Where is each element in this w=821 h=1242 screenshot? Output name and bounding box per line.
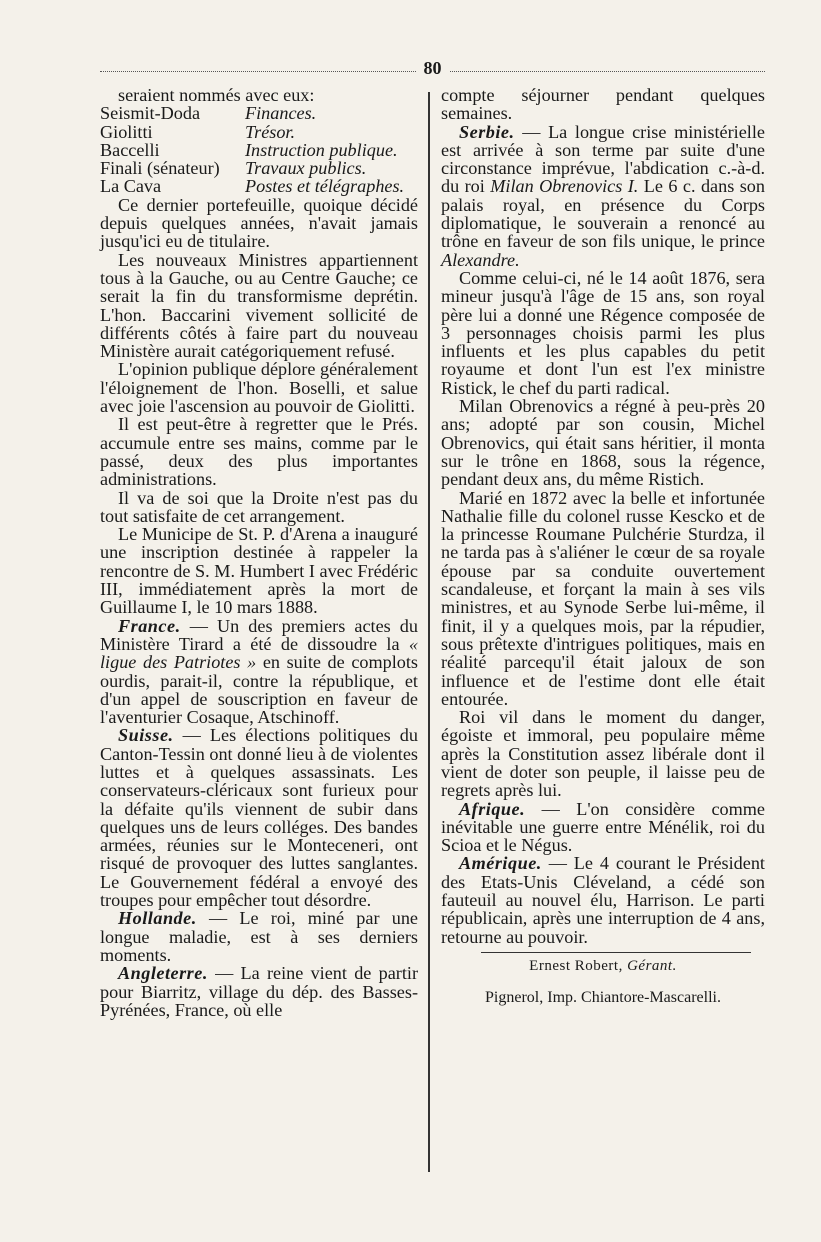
- section-heading: Hollande.: [118, 908, 197, 929]
- table-row: [100, 177, 418, 195]
- minister-post: Instruction publique.: [245, 139, 398, 160]
- table-row: [100, 159, 418, 177]
- signature-role: Gérant.: [627, 957, 677, 974]
- news-item-afrique: [441, 800, 765, 855]
- minister-post: Trésor.: [245, 121, 296, 142]
- paragraph: Il va de soi que la Droite n'est pas du tout satisfaite de cet arrangement.: [100, 487, 418, 526]
- minister-name: Baccelli: [100, 139, 160, 160]
- minister-name: Giolitti: [100, 121, 153, 142]
- signature: Ernest Robert, Gérant.: [529, 957, 677, 974]
- paragraph: Roi vil dans le moment du danger, égoiste et immoral, peu populaire même après la Constitution assez libérale dont il vient de doter son peuple, il laisse peu de regrets après lui.: [441, 707, 765, 801]
- news-text: Le 6 c. dans son palais royal, en présence du Corps diplomatique, le souverain a renoncé au trône en faveur de son fils unique, le prince: [441, 176, 765, 252]
- news-text: — L'on considère comme inévitable une guerre entre Ménélik, roi du Scioa et le Négus.: [441, 798, 765, 856]
- paragraph: Comme celui-ci, né le 14 août 1876, sera mineur jusqu'à l'âge de 15 ans, son royal père lui a donné une Régence composée de 3 personnages choisis parmi les plus influents et les plus capables du petit royaume et dont l'un est l'ex ministre Ristick, le chef du parti radical.: [441, 267, 765, 398]
- news-text: — Le 4 courant le Président des Etats-Unis Cléveland, a cédé son fauteuil au nouvel élu, Harrison. Le parti républicain, après une interruption de 4 ans, retourne au pouvoir.: [441, 853, 765, 947]
- minister-post: Finances.: [245, 103, 317, 124]
- paragraph: L'opinion publique déplore généralement l'éloignement de l'hon. Boselli, et salue avec joie l'ascension au pouvoir de Giolitti.: [100, 359, 418, 417]
- minister-post: Travaux publics.: [245, 158, 367, 179]
- news-item-serbie: [441, 123, 765, 269]
- news-text: — Les élections politiques du Canton-Tessin ont donné lieu à de violentes luttes et à quelques assassinats. Les conservateurs-cléricaux sont furieux pour la défaite qu'ils viennent de subir dans quelques uns de leurs colléges. Des bandes armées, réunies sur le Monteceneri, ont risqué de provoquer des luttes sanglantes. Le Gouvernement fédéral a envoyé des troupes pour empêcher tout désordre.: [100, 725, 418, 911]
- paragraph: Il est peut-être à regretter que le Prés. accumule entre ses mains, comme par le passé, deux des plus importantes administrations.: [100, 414, 418, 490]
- section-heading: Amérique.: [459, 853, 542, 874]
- minister-name: Finali (sénateur): [100, 158, 220, 179]
- paragraph: Marié en 1872 avec la belle et infortunée Nathalie fille du colonel russe Kescko et de la princesse Roumane Pulchérie Sturdza, il ne tarda pas à s'aliéner le cœur de sa royale épouse par sa conduite ouvertement scandaleuse, et forçant la main à ses vils ministres, et au Synode Serbe lui-même, il finit, il y a quelques mois, par la répudier, sous prêtexte d'intrigues politiques, mais en réalité parcequ'il était jaloux de son influence et de l'estime dont elle était entourée.: [441, 487, 765, 709]
- left-column: [100, 86, 418, 1019]
- signature-rule: [481, 952, 751, 953]
- news-text-italic: « ligue des Patriotes »: [100, 633, 418, 673]
- news-text: — Le roi, miné par une longue maladie, est à ses derniers moments.: [100, 908, 418, 965]
- right-column: [441, 86, 765, 1008]
- table-row: [100, 141, 418, 159]
- news-item-amerique: [441, 854, 765, 945]
- paragraph: Ce dernier portefeuille, quoique décidé depuis quelques années, n'avait jamais jusqu'ici eu de titulaire.: [100, 194, 418, 252]
- header-rule-right: [450, 71, 766, 72]
- news-text-italic: Milan Obrenovics I.: [490, 176, 639, 197]
- section-heading: Angleterre.: [118, 963, 208, 984]
- table-row: [100, 123, 418, 141]
- news-item-hollande: [100, 909, 418, 964]
- paragraph: Le Municipe de St. P. d'Arena a inauguré une inscription destinée à rappeler la rencontre de S. M. Humbert I avec Frédéric III, immédiatement après la mort de Guillaume I, le 10 mars 1888.: [100, 524, 418, 618]
- printer-imprint: Pignerol, Imp. Chiantore-Mascarelli.: [485, 989, 721, 1007]
- table-row: [100, 104, 418, 122]
- section-heading: Serbie.: [459, 121, 515, 142]
- news-text: — La longue crise ministérielle est arrivée à son terme par suite d'une circonstance imprévue, l'abdication c.-à-d. du roi: [441, 121, 765, 197]
- news-text: — Un des premiers actes du Ministère Tirard a été de dissoudre la: [100, 615, 418, 654]
- ministers-table: [100, 104, 418, 195]
- minister-name: Seismit-Doda: [100, 103, 201, 124]
- news-item-suisse: [100, 726, 418, 909]
- ministers-intro: seraient nommés avec eux:: [118, 85, 315, 105]
- news-text: en suite de complots ourdis, parait-il, contre la république, et d'un appel de souscription en faveur de l'aventurier Cosaque, Atschinoff.: [100, 652, 419, 728]
- news-item-angleterre: [100, 964, 418, 1019]
- paragraph: Milan Obrenovics a régné à peu-près 20 ans; adopté par son cousin, Michel Obrenovics, qui était sans héritier, il monta sur le trône en 1868, sous la régence, pendant deux ans, du même Ristich.: [441, 396, 765, 490]
- page-number: 80: [423, 57, 442, 78]
- minister-name: La Cava: [100, 176, 162, 197]
- news-text-italic: Alexandre.: [441, 249, 520, 270]
- minister-post: Postes et télégraphes.: [245, 176, 405, 197]
- paragraph-continued: compte séjourner pendant quelques semaines.: [441, 85, 765, 124]
- column-divider: [428, 92, 430, 1172]
- news-item-france: [100, 617, 418, 727]
- signature-name: Ernest Robert: [529, 957, 619, 974]
- section-heading: France.: [118, 615, 181, 636]
- header-rule-left: [100, 71, 416, 72]
- paragraph: Les nouveaux Ministres appartiennent tous à la Gauche, ou au Centre Gauche; ce serait la fin du transformisme deprétin. L'hon. Baccarini vivement sollicité de différents côtés à faire part du nouveau Ministère aurait catégoriquement refusé.: [100, 249, 418, 362]
- page-header: [100, 58, 765, 78]
- news-text: — La reine vient de partir pour Biarritz, village du dép. des Basses-Pyrénées, France, où elle: [100, 963, 418, 1020]
- section-heading: Afrique.: [459, 798, 526, 819]
- section-heading: Suisse.: [118, 725, 174, 746]
